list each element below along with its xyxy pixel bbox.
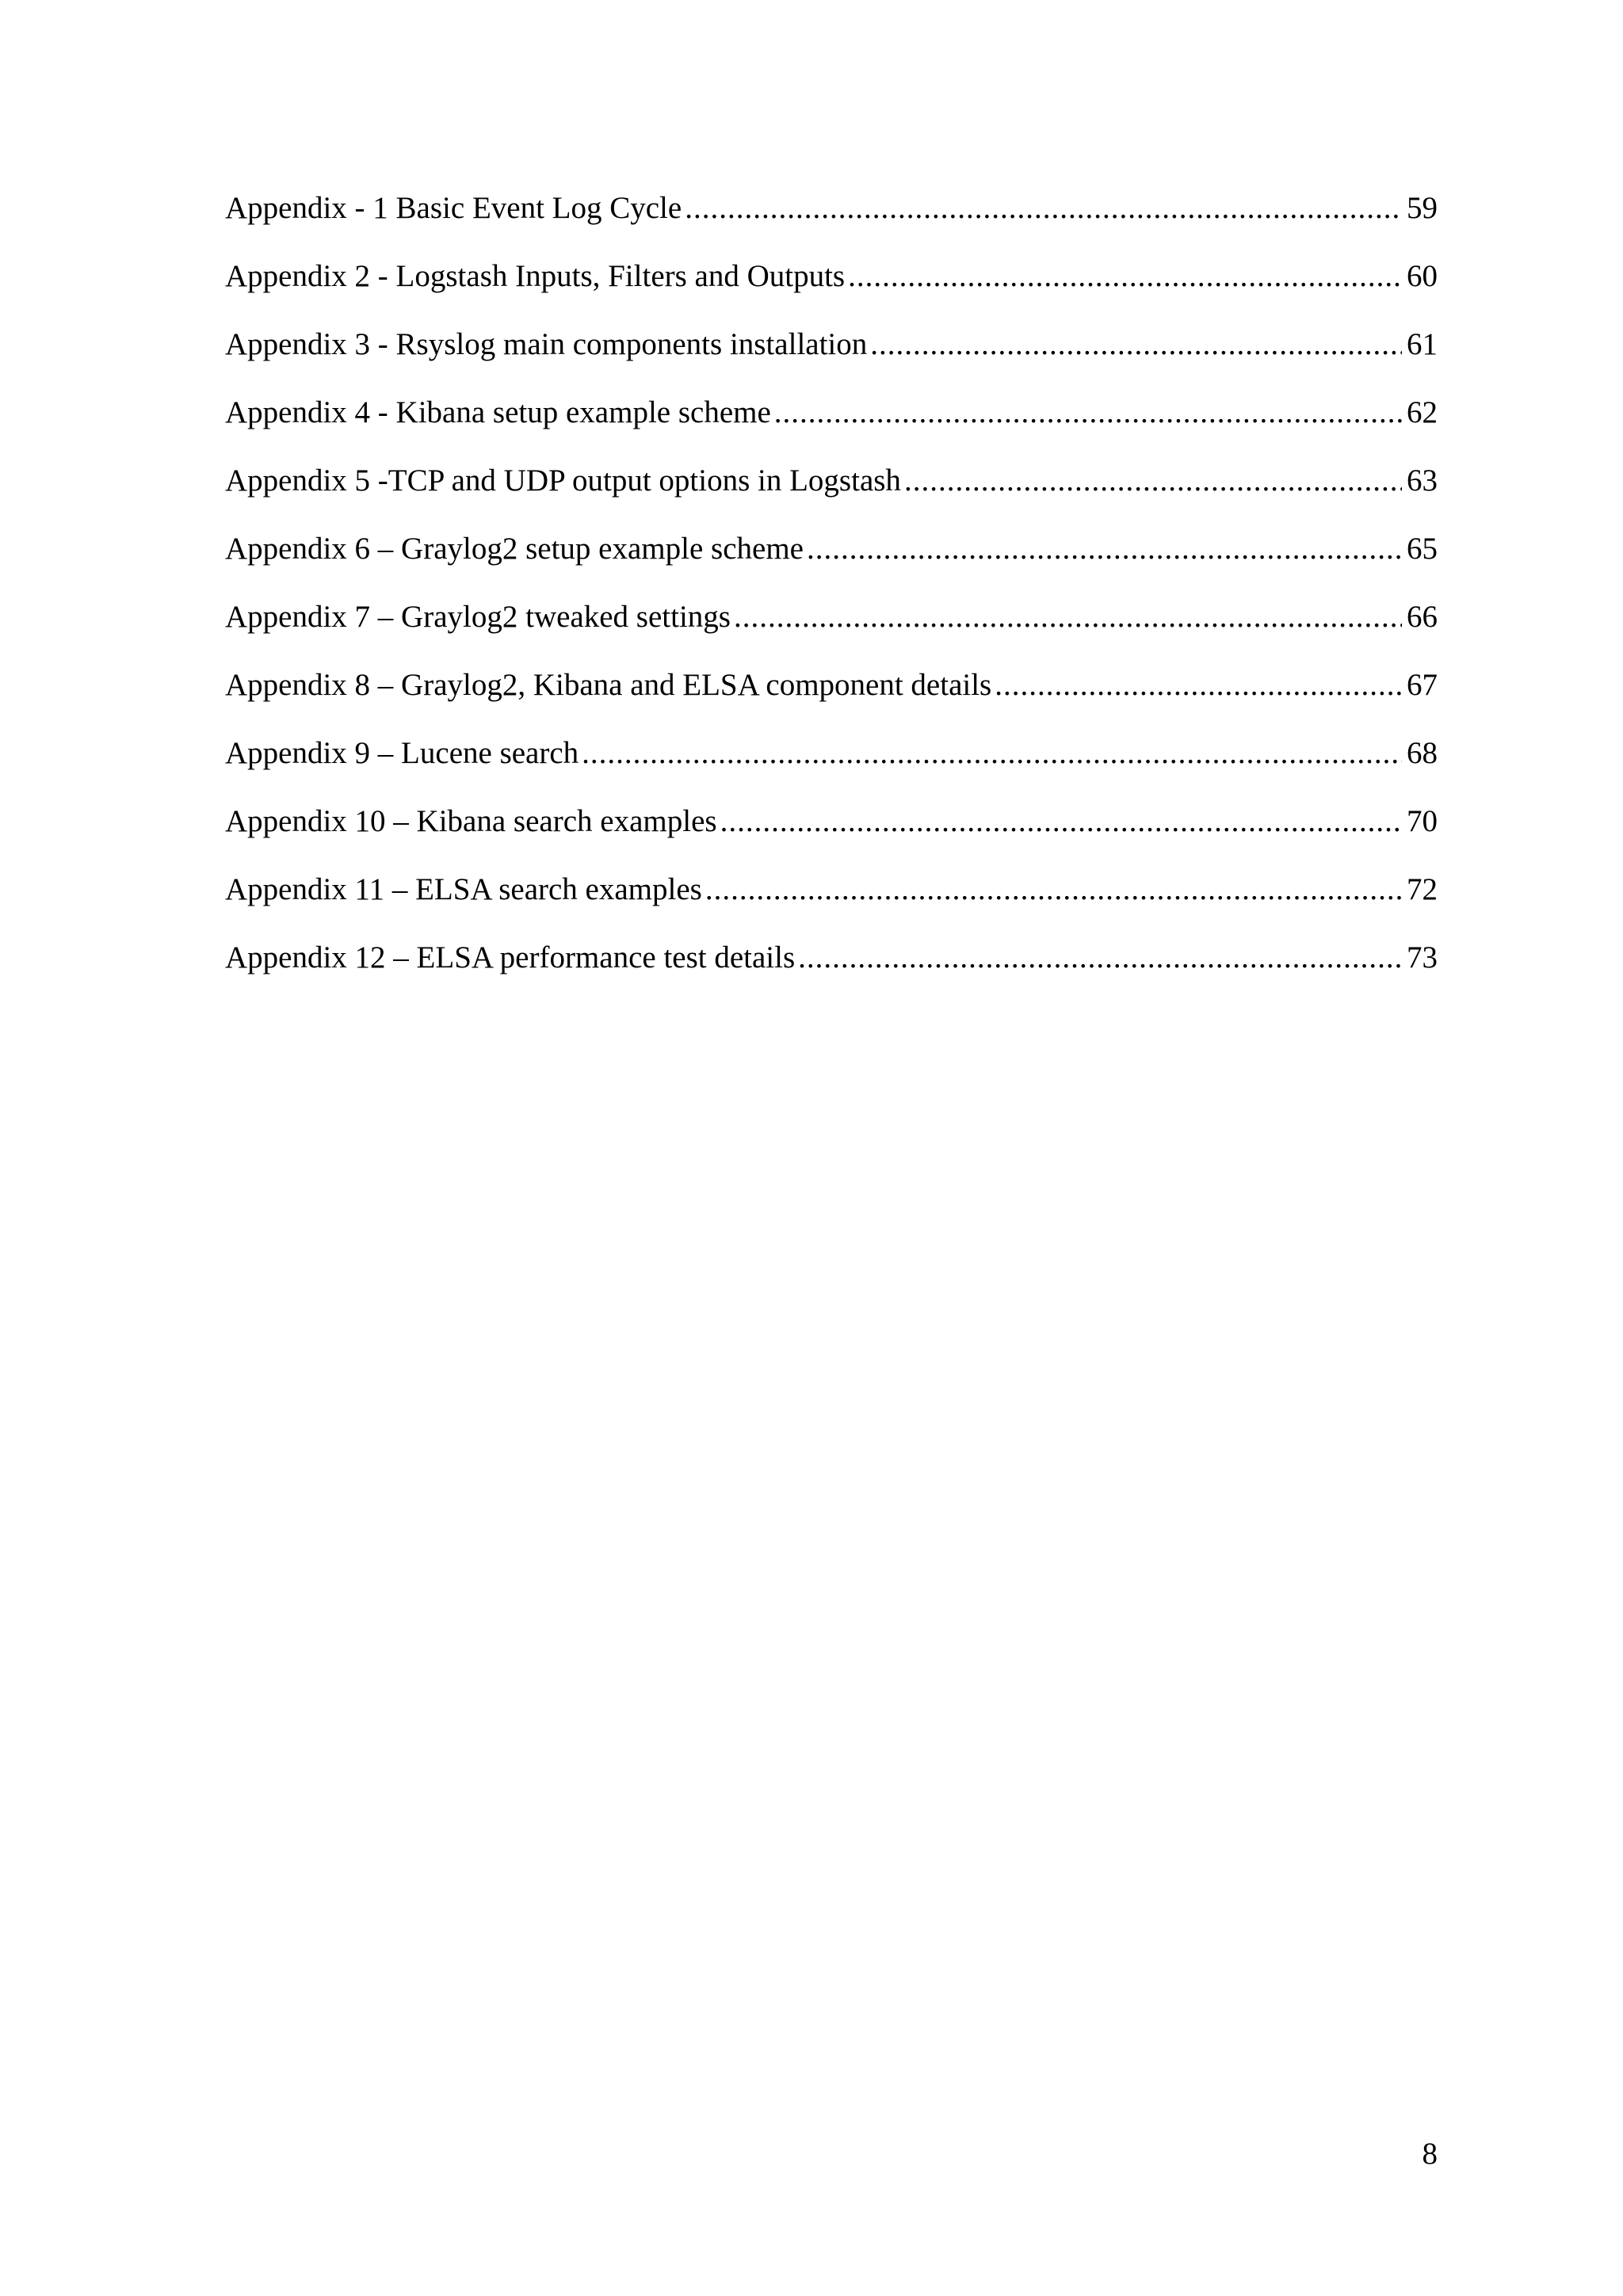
toc-entry-leader [904,463,1402,498]
toc-entry-page: 72 [1407,872,1438,906]
toc-entry-page: 66 [1407,600,1438,634]
toc-entry-leader [582,735,1402,771]
toc-entry-title: Appendix 8 – Graylog2, Kibana and ELSA component details [225,668,992,702]
page-number: 8 [1422,2137,1438,2171]
toc-entry-title: Appendix 11 – ELSA search examples [225,872,702,906]
toc-entry-leader [685,190,1402,226]
toc-entry-title: Appendix - 1 Basic Event Log Cycle [225,191,682,225]
toc-entry-title: Appendix 2 - Logstash Inputs, Filters and Outputs [225,259,846,293]
toc-entry-page: 61 [1407,327,1438,361]
toc-entry-page: 62 [1407,395,1438,429]
toc-entry[interactable] [225,871,1438,940]
toc-entry-page: 73 [1407,940,1438,974]
toc-entry-leader [774,395,1402,430]
toc-entry-title: Appendix 5 -TCP and UDP output options in Logstash [225,463,901,498]
toc-entry-leader [870,326,1402,362]
toc-entry[interactable] [225,667,1438,735]
toc-entry-page: 65 [1407,532,1438,566]
toc-entry-leader [705,871,1402,907]
toc-entry-page: 67 [1407,668,1438,702]
toc-entry-leader [798,940,1402,975]
toc-entry[interactable] [225,735,1438,803]
toc-entry[interactable] [225,803,1438,871]
toc-entry[interactable] [225,599,1438,667]
toc-entry-title: Appendix 10 – Kibana search examples [225,804,717,838]
toc-entry[interactable] [225,395,1438,463]
toc-entry[interactable] [225,258,1438,326]
toc-entry-page: 59 [1407,191,1438,225]
toc-entry-leader [995,667,1402,703]
table-of-contents [225,190,1438,1008]
toc-entry-title: Appendix 12 – ELSA performance test details [225,940,796,974]
toc-entry-page: 70 [1407,804,1438,838]
toc-entry-leader [720,803,1402,839]
toc-entry-leader [734,599,1402,635]
toc-entry[interactable] [225,326,1438,395]
toc-entry-title: Appendix 6 – Graylog2 setup example scheme [225,532,804,566]
toc-entry-page: 60 [1407,259,1438,293]
toc-entry-page: 63 [1407,463,1438,498]
toc-entry[interactable] [225,190,1438,258]
toc-entry-title: Appendix 7 – Graylog2 tweaked settings [225,600,731,634]
toc-entry[interactable] [225,940,1438,1008]
toc-entry-title: Appendix 4 - Kibana setup example scheme [225,395,771,429]
toc-entry-leader [807,531,1402,566]
toc-entry-title: Appendix 9 – Lucene search [225,736,579,770]
toc-entry-page: 68 [1407,736,1438,770]
toc-entry[interactable] [225,531,1438,599]
toc-entry[interactable] [225,463,1438,531]
toc-entry-leader [848,258,1402,294]
toc-entry-title: Appendix 3 - Rsyslog main components installation [225,327,868,361]
